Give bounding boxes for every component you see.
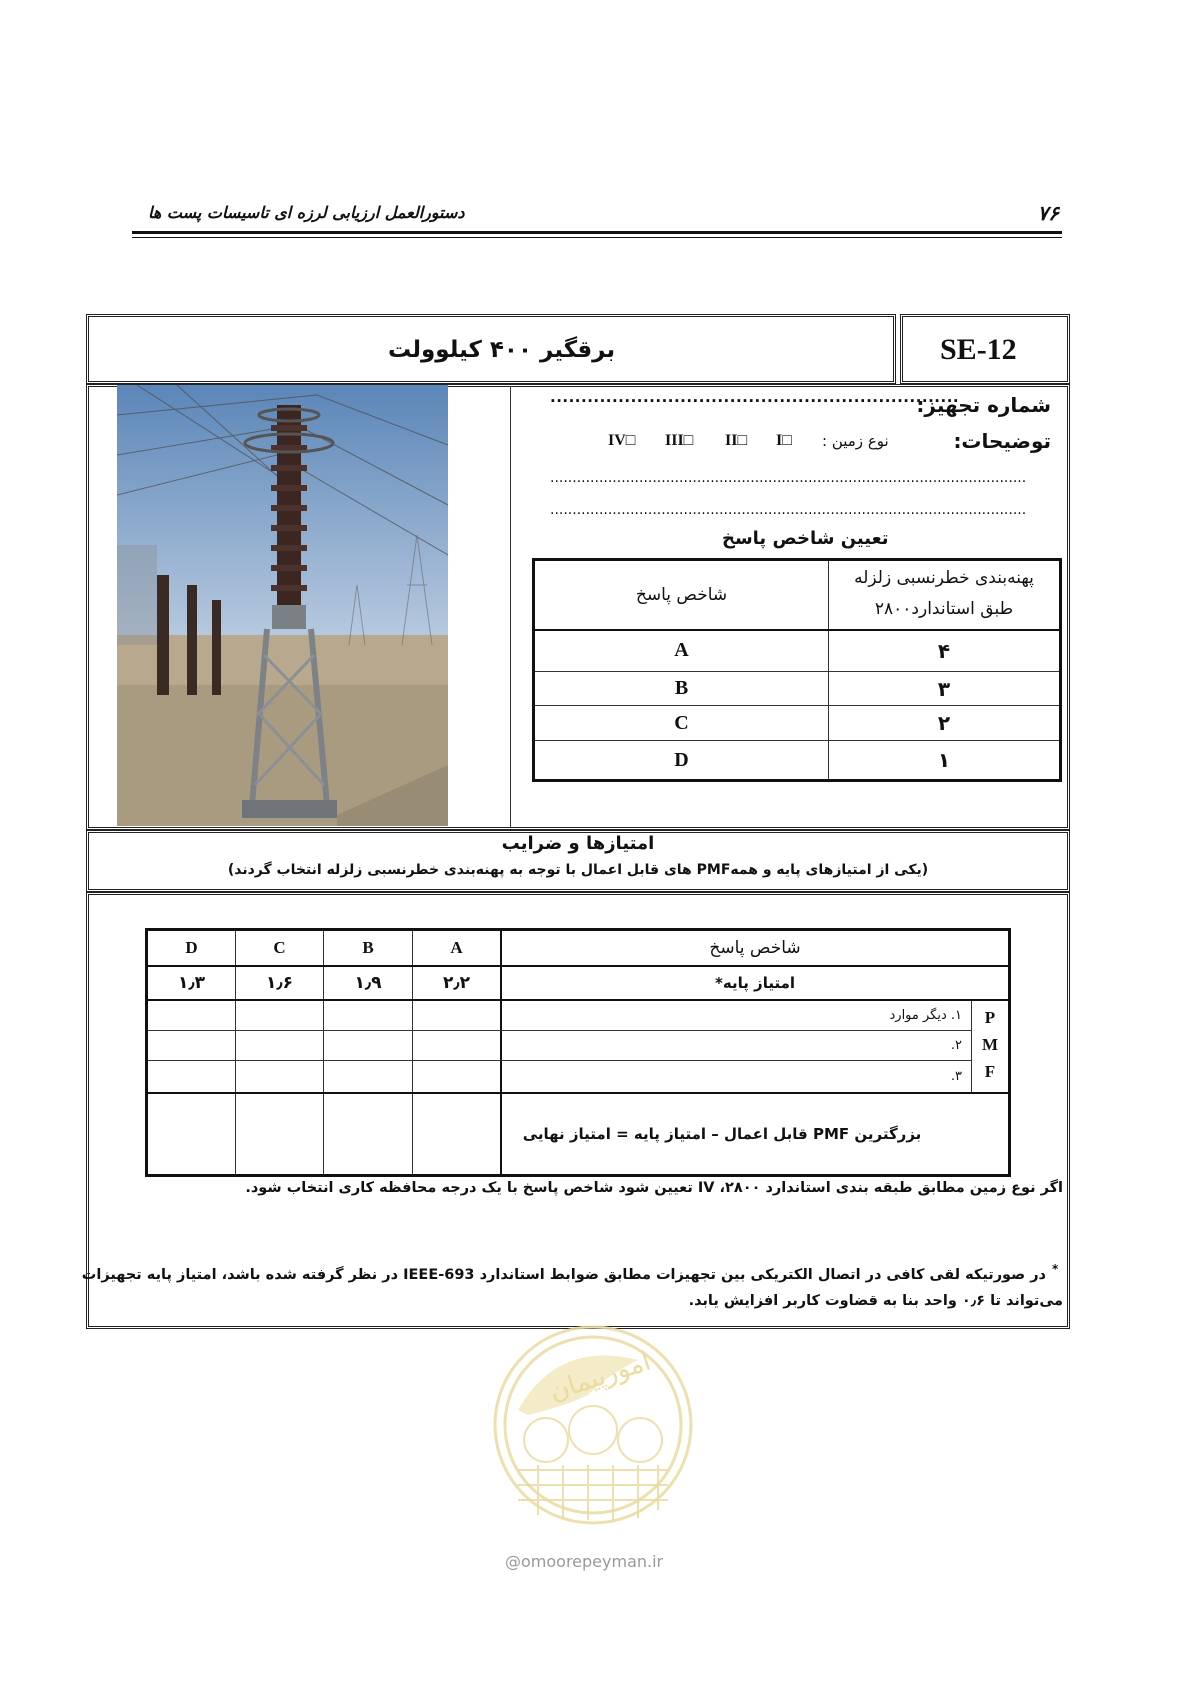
rt-header-index: شاخص پاسخ [635, 585, 728, 605]
response-index-heading: تعیین شاخص پاسخ [722, 528, 889, 549]
equipment-number-field[interactable]: .................................................................. [550, 388, 960, 406]
scores-heading: امتیازها و ضرایب [501, 833, 655, 854]
st-pmf-p: P [984, 1008, 996, 1027]
soil-option-ii[interactable]: II□ [725, 432, 748, 449]
equipment-photo [117, 385, 448, 826]
soil-type-label: نوع زمین : [822, 432, 889, 450]
form-title: برقگیر ۴۰۰ کیلوولت [388, 337, 616, 363]
footnote-mark: * [1052, 1262, 1059, 1276]
description-line-2[interactable]: ........................................................................................................... [550, 502, 1027, 518]
st-pmf-f: F [984, 1062, 996, 1081]
form-code: SE-12 [940, 333, 1017, 366]
st-col-c: C [273, 938, 286, 957]
response-index-table [532, 558, 1062, 782]
st-pmf-row-1: ۱. دیگر موارد [889, 1007, 962, 1023]
footnote-line-1: در صورتیکه لقی کافی در اتصال الکتریکی بین تجهیزات مطابق ضوابط استاندارد IEEE-693 در نظر گرفته شده باشد، امتیاز پایه تجهیزات [81, 1267, 1046, 1283]
rt-index-a: A [674, 639, 689, 661]
watermark-logo [488, 1320, 698, 1530]
st-header-index: شاخص پاسخ [709, 938, 801, 958]
scores-table [145, 928, 1011, 1177]
description-line-1[interactable]: ........................................................................................................... [550, 470, 1027, 486]
rt-header-zone-1: پهنه‌بندی خطرنسبی زلزله [854, 568, 1034, 588]
st-col-a: A [450, 938, 463, 957]
section-divider [510, 386, 511, 828]
st-base-b: ۱٫۹ [354, 972, 382, 993]
st-final-formula: بزرگترین PMF قابل اعمال – امتیاز پایه = امتیاز نهایی [522, 1124, 922, 1143]
soil-option-iii[interactable]: III□ [665, 432, 694, 449]
header-rule-thin [132, 237, 1062, 238]
st-pmf-m: M [981, 1035, 999, 1054]
header-rule [132, 231, 1062, 234]
st-base-label: امتیاز پایه* [715, 973, 796, 992]
st-base-a: ۲٫۲ [442, 972, 471, 993]
rt-index-d: D [674, 748, 689, 771]
watermark-logo-text: امورپیمان [545, 1346, 655, 1408]
page-number: ۷۶ [1037, 201, 1059, 225]
soil-note: اگر نوع زمین مطابق طبقه بندی استاندارد ۲۸۰۰، IV تعیین شود شاخص پاسخ با یک درجه محافظه کاری انتخاب شود. [245, 1180, 1063, 1196]
rt-zone-4: ۴ [937, 638, 951, 663]
document-title: دستورالعمل ارزیابی لرزه ای تاسیسات پست ها [148, 203, 465, 222]
footnote-line-2: می‌تواند تا ۰٫۶ واحد بنا به قضاوت کاربر افزایش یابد. [688, 1293, 1063, 1309]
st-col-d: D [185, 938, 198, 957]
rt-index-b: B [674, 677, 689, 699]
soil-option-iv[interactable]: IV□ [608, 432, 636, 449]
st-col-b: B [362, 938, 374, 957]
description-label: توضیحات: [953, 429, 1051, 453]
rt-index-c: C [674, 711, 689, 734]
rt-zone-1: ۱ [937, 748, 951, 772]
st-base-d: ۱٫۳ [177, 972, 206, 993]
watermark-url: @omoorepeyman.ir [505, 1552, 664, 1571]
equipment-number-label: شماره تجهیز: [916, 393, 1051, 417]
st-base-c: ۱٫۶ [265, 972, 294, 993]
scores-note: (یکی از امتیازهای پایه و همهPMF های قابل اعمال با توجه به پهنه‌بندی خطرنسبی زلزله انتخاب گردند) [227, 862, 929, 878]
rt-header-zone-2: طبق استاندارد۲۸۰۰ [874, 599, 1014, 619]
st-pmf-row-2: ۲. [950, 1038, 962, 1053]
rt-zone-2: ۲ [937, 711, 951, 735]
rt-zone-3: ۳ [937, 676, 951, 701]
st-pmf-row-3: ۳. [950, 1069, 962, 1084]
soil-option-i[interactable]: I□ [776, 432, 792, 449]
